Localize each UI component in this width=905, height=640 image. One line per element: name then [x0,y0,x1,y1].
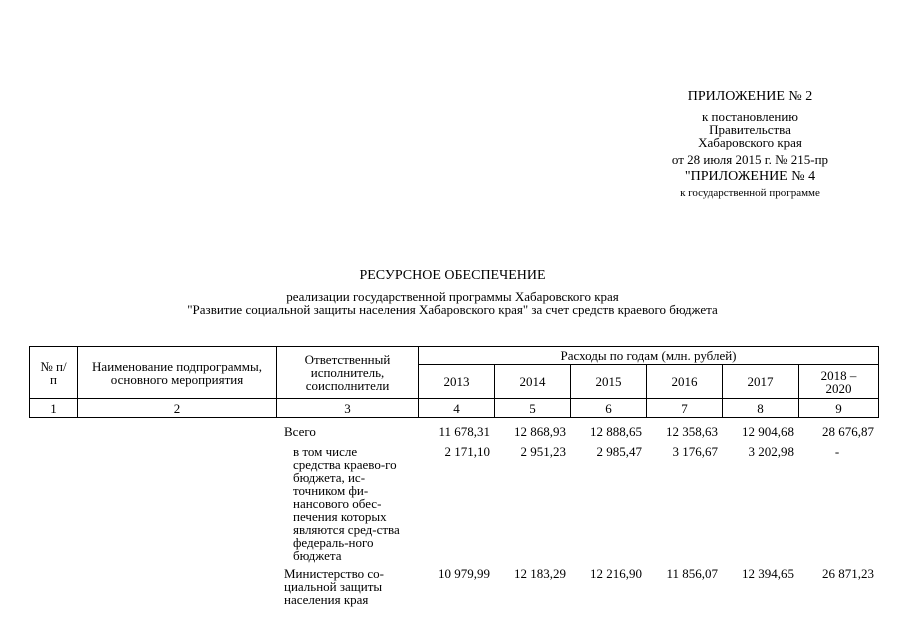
resource-table-body [29,425,878,612]
appendix-number: ПРИЛОЖЕНИЕ № 2 [687,89,813,104]
year-header: 2016 [647,365,723,399]
row-label: Всего [284,424,316,439]
table-row [29,445,878,567]
document-title: РЕСУРСНОЕ ОБЕСПЕЧЕНИЕ [359,268,546,283]
value-cell: 28 676,87 [822,424,874,439]
appendix-to-resolution: к постановлению [701,109,799,124]
row-label: Министерство со-циальной защиты населения края [284,566,385,607]
value-cell: 10 979,99 [438,566,490,581]
value-cell: 12 183,29 [514,566,566,581]
value-cell: 12 216,90 [590,566,642,581]
subtitle-line-1: реализации государственной программы Хабаровского края [286,289,619,304]
value-cell: 2 951,23 [520,444,566,459]
header-name: Наименование подпрограммы, основного мероприятия [78,347,277,399]
document-subtitle [0,290,905,316]
row-label: в том числе средства краево-го бюджета, ис-точником фи-нансового обес-печения которых являются сред-ства федераль-ного бюджета [293,444,400,563]
column-number: 7 [647,399,723,418]
value-cell: 3 176,67 [672,444,718,459]
column-number: 8 [723,399,799,418]
column-number: 1 [30,399,78,418]
appendix-header [600,88,900,200]
column-number: 3 [277,399,419,418]
year-header: 2015 [571,365,647,399]
column-number: 9 [799,399,879,418]
value-cell: 12 358,63 [666,424,718,439]
resource-table-header [29,346,879,418]
header-expenses: Расходы по годам (млн. рублей) [419,347,879,365]
value-cell: 12 868,93 [514,424,566,439]
table-row [29,425,878,445]
column-number: 6 [571,399,647,418]
column-number: 5 [495,399,571,418]
column-number: 2 [78,399,277,418]
column-number: 4 [419,399,495,418]
header-number: № п/п [30,347,78,399]
year-header: 2018 – 2020 [799,365,879,399]
value-cell: 26 871,23 [822,566,874,581]
header-executor: Ответственный исполнитель, соисполнители [277,347,419,399]
value-cell: 11 678,31 [438,424,490,439]
appendix-government: Правительства [709,122,791,137]
value-cell: 2 985,47 [596,444,642,459]
appendix-to-program: к государственной программе [680,187,820,199]
subtitle-line-2: "Развитие социальной защиты населения Хабаровского края" за счет средств краевого бюджета [187,302,718,317]
appendix-program-number: "ПРИЛОЖЕНИЕ № 4 [684,169,816,184]
table-row [29,567,878,612]
value-cell: - [834,444,840,459]
value-cell: 2 171,10 [444,444,490,459]
year-header: 2014 [495,365,571,399]
appendix-date: от 28 июля 2015 г. № 215-пр [671,152,829,167]
value-cell: 11 856,07 [666,566,718,581]
value-cell: 12 888,65 [590,424,642,439]
appendix-region: Хабаровского края [698,135,802,150]
year-header: 2013 [419,365,495,399]
value-cell: 12 394,65 [742,566,794,581]
value-cell: 12 904,68 [742,424,794,439]
value-cell: 3 202,98 [748,444,794,459]
year-header: 2017 [723,365,799,399]
